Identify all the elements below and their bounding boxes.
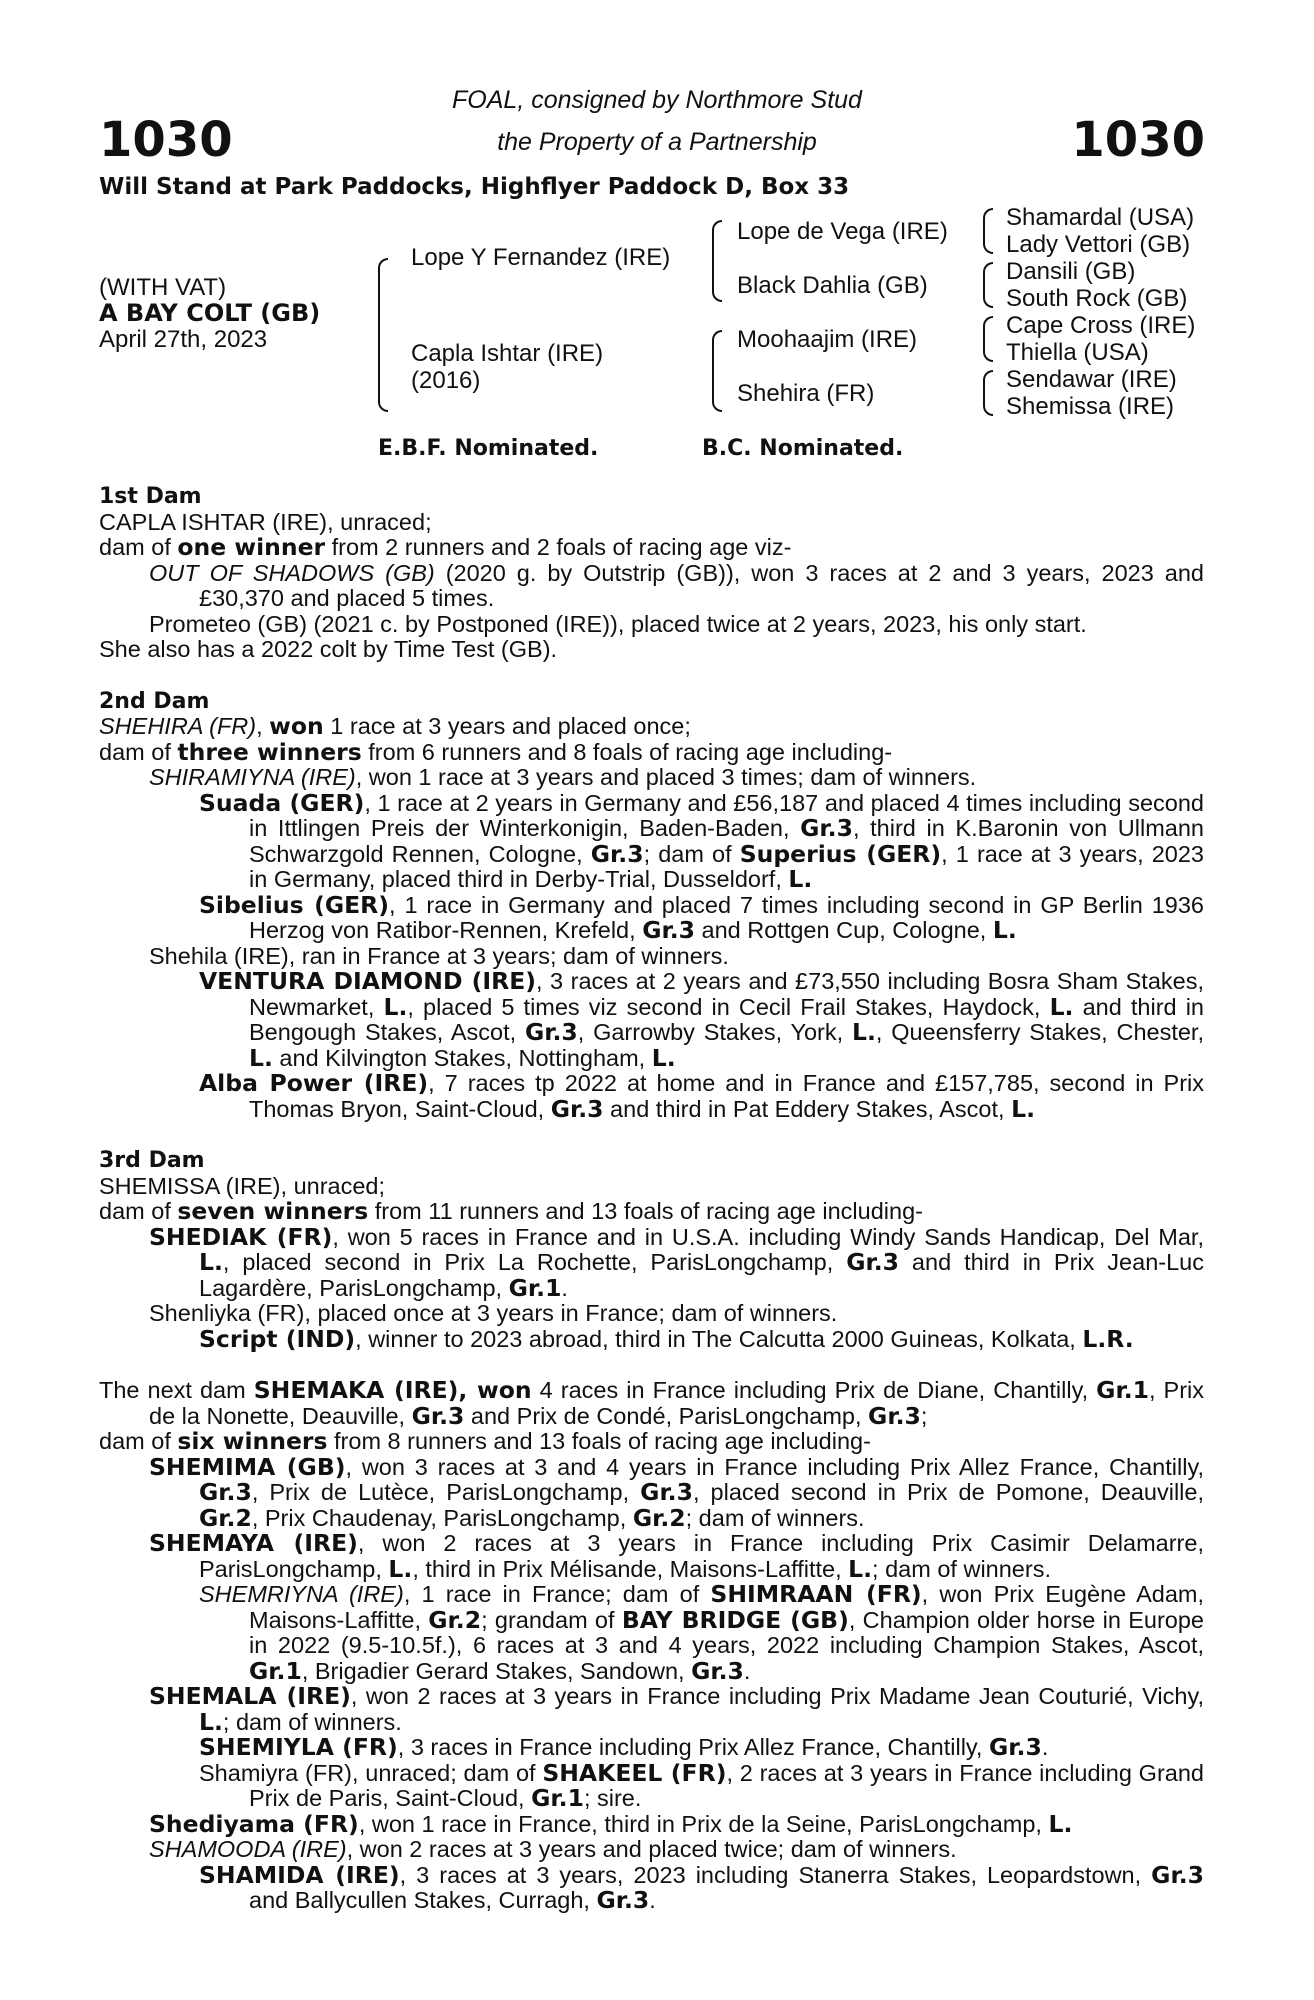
brace-ss bbox=[983, 208, 993, 254]
pedigree-dsd: Thiella (USA) bbox=[1006, 339, 1149, 366]
section-heading: 3rd Dam bbox=[99, 1148, 205, 1173]
produce-entry: Script (IND), winner to 2023 abroad, third in The Calcutta 2000 Guineas, Kolkata, L.R. bbox=[199, 1324, 1134, 1353]
brace-dd bbox=[983, 370, 993, 416]
produce-entry: OUT OF SHADOWS (GB) (2020 g. by Outstrip (GB)), won 3 races at 2 and 3 years, 2023 and £30,370 and placed 5 times. bbox=[149, 559, 1204, 611]
lot-number-left: 1030 bbox=[99, 112, 233, 168]
produce-entry: Shehila (IRE), ran in France at 3 years; dam of winners. bbox=[149, 942, 729, 969]
produce-entry: Suada (GER), 1 race at 2 years in Germany and £56,187 and placed 4 times including second in Ittlingen Preis der Winterkonigin, Baden-Baden, Gr.3, third in K.Baronin von Ullmann Schwarzgold Rennen, Cologne, Gr.3; dam of Superius (GER), 1 race at 3 years, 2023 in Germany, placed third in Derby-Trial, Dusseldorf, L. bbox=[199, 788, 1205, 893]
pedigree-dam-dam: Shehira (FR) bbox=[737, 380, 875, 407]
produce-entry: SHEMIYLA (FR), 3 races in France including Prix Allez France, Chantilly, Gr.3. bbox=[199, 1733, 1049, 1761]
section-heading: 1st Dam bbox=[99, 484, 202, 509]
produce-entry: SHEMIMA (GB), won 3 races at 3 and 4 years in France including Prix Allez France, Chantilly, Gr.3, Prix de Lutèce, ParisLongchamp, Gr.3, placed second in Prix de Pomone, Deauville, Gr.2, Prix Chaudenay, ParisLongchamp, Gr.2; dam of winners. bbox=[149, 1452, 1204, 1532]
pedigree-sire: Lope Y Fernandez (IRE) bbox=[411, 244, 671, 271]
produce-summary: dam of seven winners from 11 runners and 13 foals of racing age including- bbox=[99, 1197, 923, 1225]
pedigree-sire-dam: Black Dahlia (GB) bbox=[737, 272, 928, 299]
pedigree-sire-sire: Lope de Vega (IRE) bbox=[737, 218, 948, 245]
produce-entry: SHAMOODA (IRE), won 2 races at 3 years and placed twice; dam of winners. bbox=[149, 1836, 957, 1862]
produce-entry: SHEDIAK (FR), won 5 races in France and in U.S.A. including Windy Sands Handicap, Del Mar, L., placed second in Prix La Rochette, ParisLongchamp, Gr.3 and third in Prix Jean-Luc Lagardère, ParisLongchamp, Gr.1. bbox=[149, 1222, 1204, 1302]
ownership-line: the Property of a Partnership bbox=[497, 128, 817, 156]
brace-sd bbox=[983, 262, 993, 308]
brace-dam bbox=[712, 330, 722, 412]
produce-entry: Prometeo (GB) (2021 c. by Postponed (IRE)), placed twice at 2 years, 2023, his only start. bbox=[149, 610, 1087, 637]
fourth-dam-section bbox=[99, 1378, 1204, 1914]
pedigree-dss: Cape Cross (IRE) bbox=[1006, 312, 1196, 339]
brace-gen1 bbox=[378, 258, 388, 412]
produce-entry: SHEMRIYNA (IRE), 1 race in France; dam of SHIMRAAN (FR), won Prix Eugène Adam, Maisons-Laffitte, Gr.2; grandam of BAY BRIDGE (GB), Champion older horse in Europe in 2022 (9.5-10.5f.), 6 races at 3 and 4 years, 2022 including Champion Stakes, Ascot, Gr.1, Brigadier Gerard Stakes, Sandown, Gr.3. bbox=[199, 1580, 1205, 1685]
pedigree-dam: Capla Ishtar (IRE) bbox=[411, 340, 604, 367]
section-heading: 2nd Dam bbox=[99, 688, 210, 714]
produce-summary: dam of one winner from 2 runners and 2 foals of racing age viz- bbox=[99, 533, 792, 561]
produce-summary: dam of six winners from 8 runners and 13 foals of racing age including- bbox=[99, 1427, 871, 1455]
pedigree-dds: Sendawar (IRE) bbox=[1006, 366, 1177, 393]
produce-entry: Sibelius (GER), 1 race in Germany and placed 7 times including second in GP Berlin 1936 Herzog von Ratibor-Rennen, Krefeld, Gr.3 and Rottgen Cup, Cologne, L. bbox=[199, 890, 1205, 944]
pedigree-sss: Shamardal (USA) bbox=[1006, 204, 1195, 231]
produce-entry: Shamiyra (FR), unraced; dam of SHAKEEL (FR), 2 races at 3 years in France including Grand Prix de Paris, Saint-Cloud, Gr.1; sire. bbox=[199, 1758, 1204, 1812]
dam-line: SHEHIRA (FR), won 1 race at 3 years and placed once; bbox=[99, 712, 691, 740]
consignor-line: FOAL, consigned by Northmore Stud bbox=[452, 86, 862, 114]
brace-ds bbox=[983, 316, 993, 362]
produce-entry: Alba Power (IRE), 7 races tp 2022 at home and in France and £157,785, second in Prix Thomas Bryon, Saint-Cloud, Gr.3 and third in Pat Eddery Stakes, Ascot, L. bbox=[199, 1069, 1204, 1123]
second-dam-section bbox=[99, 689, 1204, 1123]
pedigree-ddd: Shemissa (IRE) bbox=[1006, 393, 1175, 420]
vat-note: (WITH VAT) bbox=[99, 274, 227, 301]
produce-entry: VENTURA DIAMOND (IRE), 3 races at 2 years and £73,550 including Bosra Sham Stakes, Newmarket, L., placed 5 times viz second in Cecil Frail Stakes, Haydock, L. and third in Bengough Stakes, Ascot, Gr.3, Garrowby Stakes, York, L., Queensferry Stakes, Chester, L. and Kilvington Stakes, Nottingham, L. bbox=[199, 967, 1204, 1072]
pedigree-sds: Dansili (GB) bbox=[1006, 258, 1136, 285]
produce-entry: Shediyama (FR), won 1 race in France, third in Prix de la Seine, ParisLongchamp, L. bbox=[149, 1809, 1073, 1838]
bc-nomination: B.C. Nominated. bbox=[702, 436, 904, 461]
pedigree-sdd: South Rock (GB) bbox=[1006, 285, 1188, 312]
third-dam-section bbox=[99, 1148, 1204, 1352]
produce-entry: SHIRAMIYNA (IRE), won 1 race at 3 years and placed 3 times; dam of winners. bbox=[149, 764, 977, 790]
pedigree-notes bbox=[99, 484, 1204, 1914]
produce-entry: SHEMALA (IRE), won 2 races at 3 years in France including Prix Madame Jean Couturié, Vichy, L.; dam of winners. bbox=[149, 1682, 1204, 1736]
pedigree-ssd: Lady Vettori (GB) bbox=[1006, 231, 1191, 258]
lot-title: A BAY COLT (GB) bbox=[99, 299, 321, 327]
dam-line: CAPLA ISHTAR (IRE), unraced; bbox=[99, 508, 432, 535]
brace-sire bbox=[712, 220, 722, 302]
stand-location: Will Stand at Park Paddocks, Highflyer Paddock D, Box 33 bbox=[99, 174, 850, 200]
dam-line: SHEMISSA (IRE), unraced; bbox=[99, 1172, 386, 1199]
ebf-nomination: E.B.F. Nominated. bbox=[378, 436, 599, 461]
lot-number-right: 1030 bbox=[1071, 112, 1205, 168]
produce-note: She also has a 2022 colt by Time Test (GB). bbox=[99, 636, 558, 662]
produce-entry: SHAMIDA (IRE), 3 races at 3 years, 2023 including Stanerra Stakes, Leopardstown, Gr.3 and Ballycullen Stakes, Curragh, Gr.3. bbox=[199, 1860, 1204, 1914]
dam-line: The next dam SHEMAKA (IRE), won 4 races in France including Prix de Diane, Chantilly, Gr.1, Prix de la Nonette, Deauville, Gr.3 and Prix de Condé, ParisLongchamp, Gr.3; bbox=[99, 1376, 1205, 1430]
produce-entry: SHEMAYA (IRE), won 2 races at 3 years in France including Prix Casimir Delamarre, ParisLongchamp, L., third in Prix Mélisande, Maisons-Laffitte, L.; dam of winners. bbox=[149, 1529, 1204, 1583]
first-dam-section bbox=[99, 484, 1204, 663]
produce-summary: dam of three winners from 6 runners and 8 foals of racing age including- bbox=[99, 737, 893, 766]
foaling-date: April 27th, 2023 bbox=[99, 326, 268, 353]
produce-entry: Shenliyka (FR), placed once at 3 years in France; dam of winners. bbox=[149, 1300, 838, 1326]
pedigree-dam-sire: Moohaajim (IRE) bbox=[737, 326, 918, 353]
pedigree-dam-year: (2016) bbox=[411, 367, 481, 394]
